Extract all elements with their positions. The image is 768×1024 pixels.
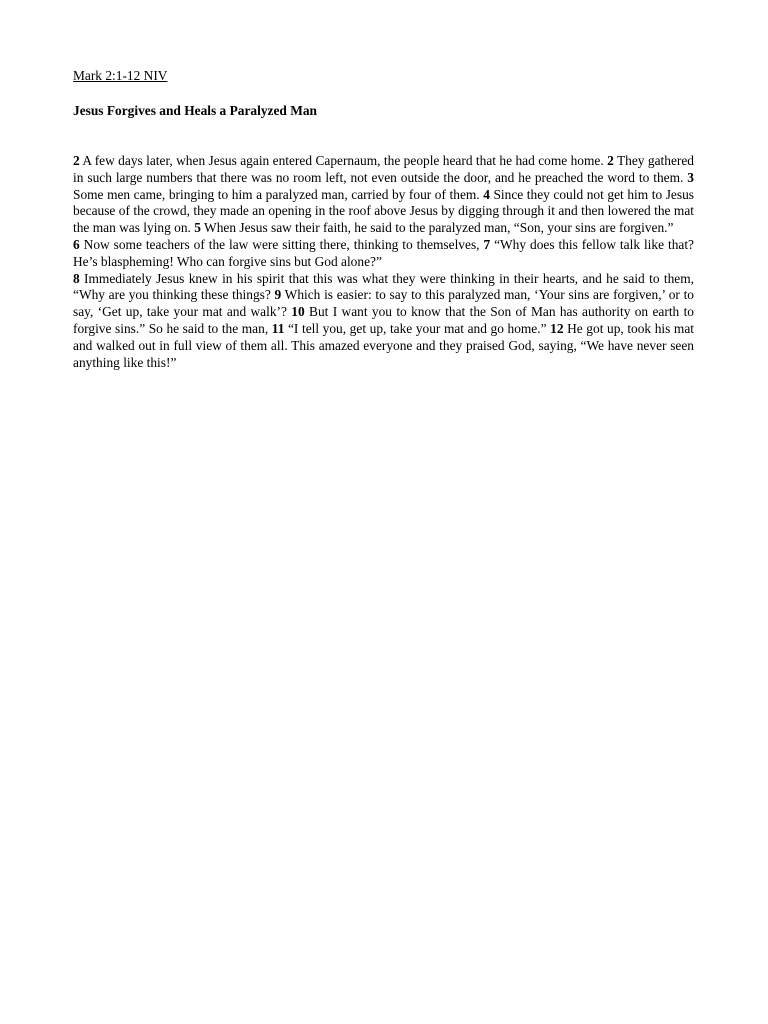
- passage-heading: Jesus Forgives and Heals a Paralyzed Man: [73, 103, 317, 118]
- verse-number: 9: [274, 287, 282, 303]
- verse-text: Immediately Jesus knew in his spirit that this was what they were thinking in their hearts, and he said to them, “Why are you thinking these things?: [73, 270, 694, 303]
- verse-text: They gathered in such large numbers that there was no room left, not even outside the door, and he preached the word to them.: [73, 153, 694, 185]
- verse-text: Which is easier: to say to this paralyzed man, ‘Your sins are forgiven,’ or to say, ‘Get up, take your mat and walk’?: [73, 287, 694, 320]
- verse-number: 2: [607, 153, 614, 168]
- verse-number: 6: [73, 236, 80, 252]
- verse-number: 7: [483, 236, 491, 252]
- passage-body: [73, 153, 694, 371]
- document-page: [73, 67, 694, 371]
- verse-number: 2: [73, 153, 80, 168]
- verse-text: A few days later, when Jesus again entered Capernaum, the people heard that he had come home.: [79, 153, 608, 168]
- verse-number: 10: [291, 304, 305, 320]
- verse-text: “I tell you, get up, take your mat and go home.”: [284, 320, 551, 336]
- paragraph: [73, 237, 694, 271]
- verse-text: But I want you to know that the Son of Man has authority on earth to forgive sins.” So he said to the man,: [73, 304, 694, 336]
- verse-number: 11: [271, 320, 285, 336]
- verse-number: 12: [550, 320, 564, 336]
- verse-number: 3: [687, 169, 694, 185]
- scripture-reference: Mark 2:1-12 NIV: [73, 68, 168, 83]
- verse-number: 8: [73, 270, 80, 286]
- verse-text: “Why does this fellow talk like that? He’s blaspheming! Who can forgive sins but God alone?”: [73, 236, 694, 269]
- verse-text: Now some teachers of the law were sitting there, thinking to themselves,: [79, 236, 484, 252]
- paragraph: [73, 271, 694, 372]
- verse-text: When Jesus saw their faith, he said to the paralyzed man, “Son, your sins are forgiven.”: [200, 220, 674, 236]
- verse-text: He got up, took his mat and walked out in full view of them all. This amazed everyone and they praised God, saying, “We have never seen anything like this!”: [73, 320, 695, 370]
- verse-text: Some men came, bringing to him a paralyzed man, carried by four of them.: [73, 186, 484, 202]
- verse-number: 4: [483, 186, 490, 202]
- paragraph: [73, 153, 694, 237]
- verse-number: 5: [194, 220, 201, 236]
- verse-text: Since they could not get him to Jesus because of the crowd, they made an opening in the roof above Jesus by digging through it and then lowered the mat the man was lying on.: [73, 186, 694, 236]
